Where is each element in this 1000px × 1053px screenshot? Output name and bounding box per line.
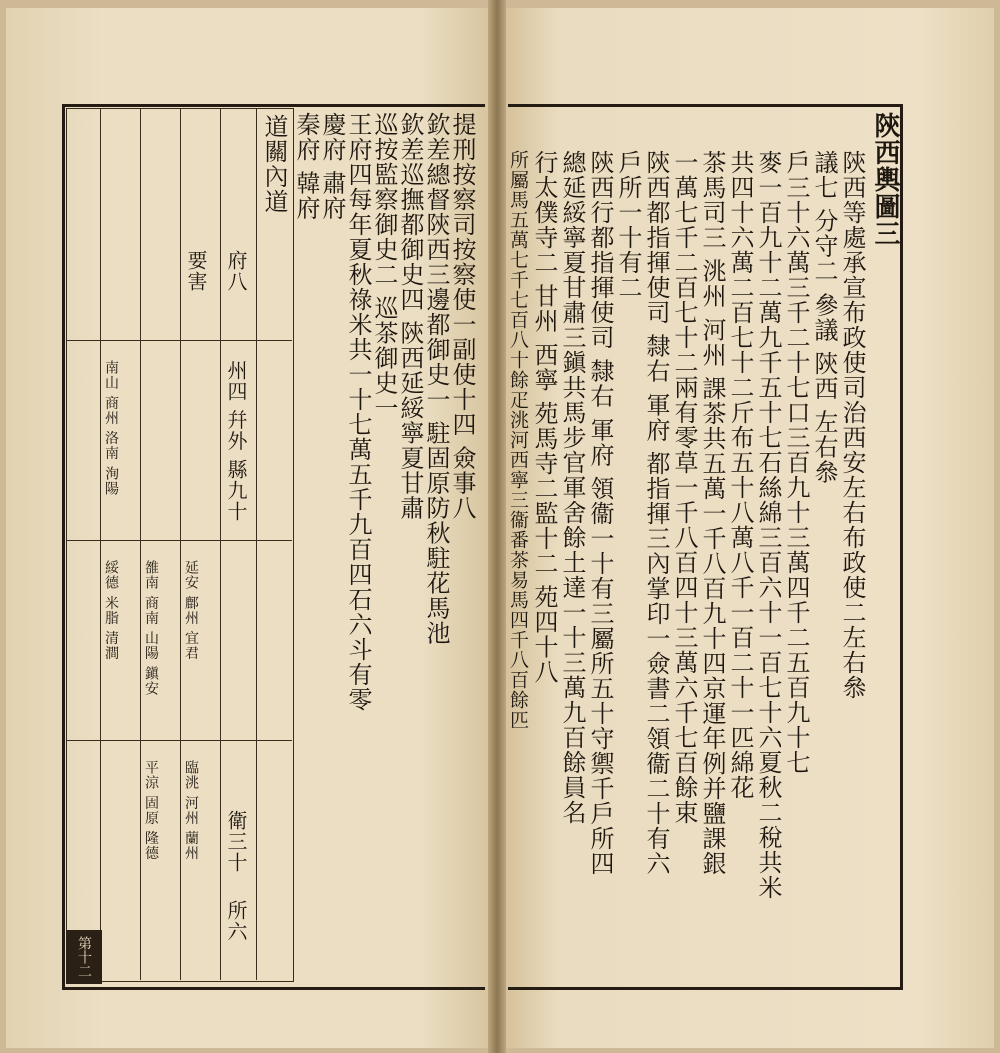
text-column: 一萬七千二百七十二兩有零草一千八百四十三萬六千七百餘束 (670, 150, 698, 825)
text-column: 戶三十六萬三千二十七口三百九十三萬四千二五百九十七 (782, 150, 810, 775)
page-title: 陝西輿圖三 (870, 112, 900, 247)
entry-text: 州四 幷外 縣九十 (224, 360, 248, 522)
text-column: 麥一百九十二萬九千五十七石絲綿三百六十一百七十六夏秋二稅共米 (754, 150, 782, 900)
table-rule (180, 108, 181, 980)
entry-text: 衛三十 (224, 810, 248, 873)
text-column: 總延綏寧夏甘肅三鎭共馬步官軍舍餘土達一十三萬九百餘員名 (558, 150, 586, 825)
official-column: 慶府 肅府 (318, 112, 346, 221)
entry-text: 延安 鄜州 宜君 (183, 560, 199, 661)
page-number-badge: 第十二 (66, 930, 102, 984)
official-column: 巡按監察御史二 巡茶御史一 (370, 112, 398, 421)
text-column: 陝西等處承宣布政使司治西安左右布政使二左右叅 (838, 150, 866, 700)
entry-text: 要害 (184, 250, 208, 292)
official-column: 秦府 韓府 (292, 112, 320, 221)
text-column: 行太僕寺二 甘州 西寧 苑馬寺二監十二 苑四十八 (530, 150, 558, 685)
table-rule (100, 108, 101, 980)
text-column: 共四十六萬二百七十二斤布五十八萬八千一百二十一匹綿花 (726, 150, 754, 800)
table-rule (220, 108, 221, 980)
entry-text: 所六 (224, 900, 248, 942)
official-column: 欽差總督陝西三邊都御史一 駐固原防秋駐花馬池 (422, 112, 450, 646)
table-rule (256, 108, 257, 980)
text-column: 陝西行都指揮使司 隸右 軍府 領衞一十有三屬所五十守禦千戶所四 (586, 150, 614, 876)
text-column: 陝西都指揮使司 隸右 軍府 都指揮三內掌印一僉書二領衞二十有六 (642, 150, 670, 876)
table-rule (140, 108, 141, 980)
entry-text: 臨洮 河州 蘭州 (183, 760, 199, 861)
entry-text: 府八 (224, 250, 248, 292)
text-column: 戶所一十有二 (614, 150, 642, 300)
text-column: 所屬馬五萬七千七百八十餘疋洮河西寧三衞番茶易馬四千八百餘匹 (507, 150, 529, 730)
official-column: 王府四每年夏秋祿米共一十七萬五千九百四石六斗有零 (344, 112, 372, 712)
sidebar-label: 道關內道 (260, 114, 288, 214)
official-column: 欽差巡撫都御史四 陝西延綏寧夏甘肅 (396, 112, 424, 521)
entry-text: 綏德 米脂 清澗 (103, 560, 119, 661)
text-column: 議七 分守二 參議 陝西 左右叅 (810, 150, 838, 485)
text-column: 茶馬司三 洮州 河州 課茶共五萬一千八百九十四京運年例并鹽課銀 (698, 150, 726, 876)
entry-text: 平涼 固原 隆德 (143, 760, 159, 861)
entry-text: 雒南 商南 山陽 鎭安 (143, 560, 159, 697)
book-gutter (488, 0, 506, 1053)
entry-text: 南山 商州 洛南 洵陽 (103, 360, 119, 497)
text-column: 提刑按察司按察使一副使十四 僉事八 (448, 112, 476, 521)
